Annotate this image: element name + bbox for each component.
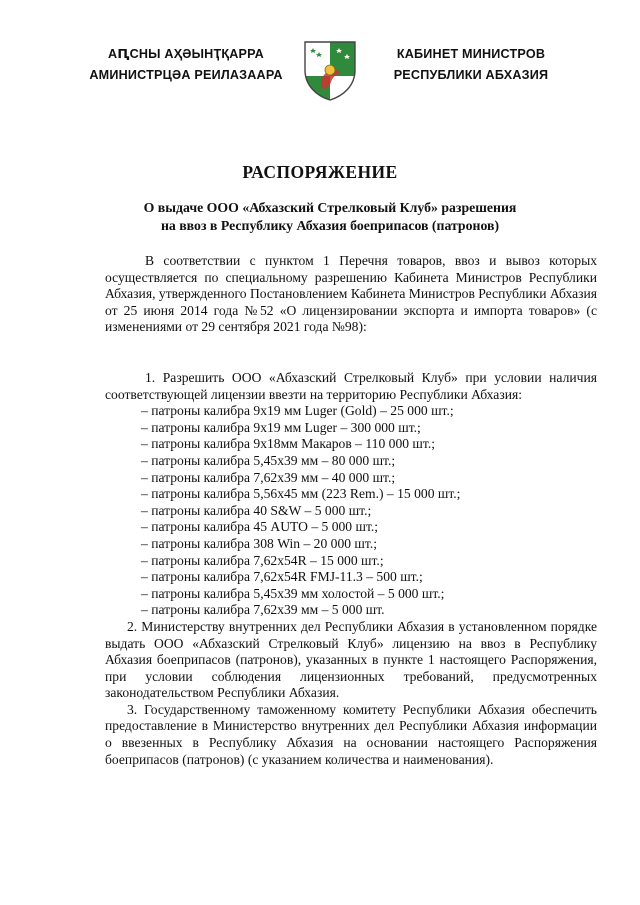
list-item: – патроны калибра 45 AUTO – 5 000 шт.; [141, 519, 379, 535]
header-russian-name [368, 44, 574, 86]
list-item: – патроны калибра 308 Win – 20 000 шт.; [141, 535, 377, 551]
subject-line1: О выдаче ООО «Абхазский Стрелковый Клуб» разрешения [143, 200, 517, 215]
list-item: – патроны калибра 40 S&W – 5 000 шт.; [141, 502, 372, 518]
document-subject [100, 199, 560, 235]
point-1-paragraph: 1. Разрешить ООО «Абхазский Стрелковый Клуб» при условии наличия соответствующей лицензии ввезти на территорию Республики Абхазия: [105, 370, 597, 402]
abkhazia-coat-of-arms-icon [303, 40, 357, 102]
list-item: – патроны калибра 5,56х45 мм (223 Rem.) – 15 000 шт.; [141, 486, 461, 502]
list-item: – патроны калибра 9х18мм Макаров – 110 000 шт.; [141, 436, 435, 452]
header-right-line2: РЕСПУБЛИКИ АБХАЗИЯ [393, 68, 549, 82]
list-item: – патроны калибра 7,62х54R – 15 000 шт.; [141, 552, 384, 568]
list-item: – патроны калибра 7,62х39 мм – 40 000 шт.; [141, 469, 396, 485]
subject-line2: на ввоз в Республику Абхазия боеприпасов (патронов) [160, 218, 500, 233]
list-item: – патроны калибра 7,62х54R FMJ-11.3 – 500 шт.; [141, 569, 423, 585]
header-abkhaz-name [86, 44, 286, 86]
list-item: – патроны калибра 9х19 мм Luger (Gold) – 25 000 шт.; [141, 403, 454, 419]
header-right-line1: КАБИНЕТ МИНИСТРОВ [396, 47, 546, 61]
list-item: – патроны калибра 9х19 мм Luger – 300 000 шт.; [141, 419, 421, 435]
ammunition-list [105, 403, 597, 619]
list-item: – патроны калибра 7,62х39 мм – 5 000 шт. [141, 602, 385, 618]
preamble-block [105, 253, 597, 336]
header-left-line1: АԤСНЫ АҲӘЫНҬҚАРРА [108, 47, 264, 61]
point-1-block [105, 370, 597, 768]
list-item: – патроны калибра 5,45х39 мм – 80 000 шт.; [141, 452, 396, 468]
preamble-paragraph: В соответствии с пунктом 1 Перечня товаров, ввоз и вывоз которых осуществляется по специальному разрешению Кабинета Министров Республики Абхазия, утвержденного Постановлением Кабинета Министров Республики Абхазия от 25 июня 2014 года №52 «О лицензировании экспорта и импорта товаров» (с изменениями от 29 сентября 2021 года №98): [105, 253, 597, 335]
point-2-paragraph: 2. Министерству внутренних дел Республики Абхазия в установленном порядке выдать ООО «Абхазский Стрелковый Клуб» лицензию на ввоз в Республику Абхазия боеприпасов (патронов), указанных в пункте 1 настоящего Распоряжения, при условии соблюдения лицензионных требований, предусмотренных законодательством Республики Абхазия. [105, 618, 597, 701]
list-item: – патроны калибра 5,45х39 мм холостой – 5 000 шт.; [141, 585, 445, 601]
document-title: РАСПОРЯЖЕНИЕ [242, 162, 398, 182]
header-left-line2: АМИНИСТРЦӘА РЕИЛАЗААРА [89, 68, 283, 82]
point-3-paragraph: 3. Государственному таможенному комитету Республики Абхазия обеспечить предоставление в Министерство внутренних дел Республики Абхазия информации о ввезенных в Республику Абхазия на основании настоящего Распоряжения боеприпасов (патронов) (с указанием количества и наименования). [105, 701, 597, 767]
